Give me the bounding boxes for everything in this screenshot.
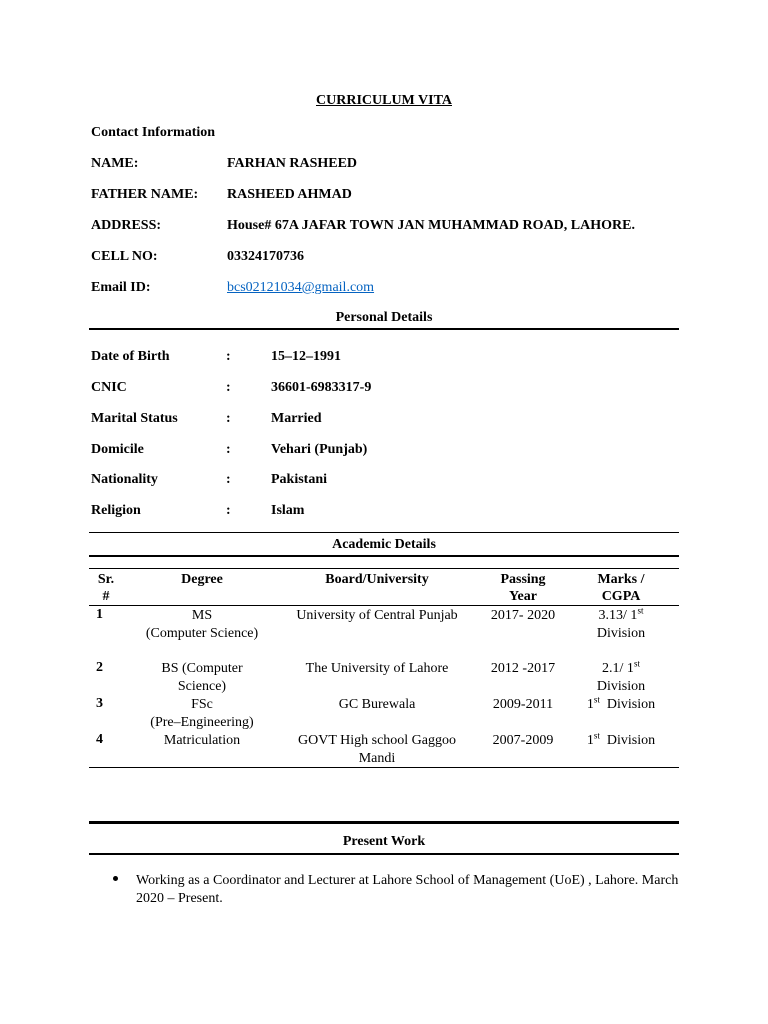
religion-value: Islam [271,503,305,518]
father-name-value: RASHEED AHMAD [227,187,352,202]
name-label: NAME: [91,156,139,171]
table-row-4-board: GOVT High school Gaggoo Mandi [297,733,456,766]
marital-status-value: Married [271,411,322,426]
table-row-2-marks: 2.1/ 1st Division [596,658,646,694]
cell-value: 03324170736 [227,249,304,264]
col-header-sr: Sr. # [97,572,115,604]
father-name-label: FATHER NAME: [91,187,199,202]
personal-divider [89,328,679,330]
table-row-4-marks: 1st Division [586,730,656,748]
col-header-marks: Marks / CGPA [597,572,645,604]
cnic-colon: : [226,380,231,395]
table-row-1-degree: MS (Computer Science) [145,608,259,641]
nationality-value: Pakistani [271,472,328,487]
religion-colon: : [226,503,231,518]
personal-details-heading: Personal Details [335,310,433,325]
address-label: ADDRESS: [91,218,162,233]
table-row-1-year: 2017- 2020 [490,608,556,623]
marital-status-label: Marital Status [91,411,178,426]
table-row-2-sr: 2 [96,660,103,675]
cnic-value: 36601-6983317-9 [271,380,372,395]
table-row-1-marks: 3.13/ 1st Division [596,605,646,641]
table-row-3-marks: 1st Division [586,694,656,712]
religion-label: Religion [91,503,141,518]
table-row-4-year: 2007-2009 [492,733,554,748]
col-header-board: Board/University [325,572,429,587]
col-header-degree: Degree [181,572,223,587]
table-row-3-sr: 3 [96,696,103,711]
email-link[interactable]: bcs02121034@gmail.com [227,280,375,295]
cnic-label: CNIC [91,380,127,395]
table-top-rule [89,568,679,569]
table-row-3-year: 2009-2011 [492,697,554,712]
academic-top-divider [89,532,679,533]
present-work-heading: Present Work [342,834,426,849]
dob-colon: : [226,349,231,364]
cell-label: CELL NO: [91,249,158,264]
academic-bottom-divider [89,555,679,557]
dob-label: Date of Birth [91,349,170,364]
table-row-3-board: GC Burewala [338,697,416,712]
table-row-2-year: 2012 -2017 [490,661,556,676]
table-row-4-degree: Matriculation [163,733,241,748]
domicile-label: Domicile [91,442,144,457]
academic-details-heading: Academic Details [332,537,436,552]
name-value: FARHAN RASHEED [227,156,358,171]
table-row-4-sr: 4 [96,732,103,747]
work-top-divider [89,821,679,824]
email-label: Email ID: [91,280,151,295]
work-item: Working as a Coordinator and Lecturer at Lahore School of Management (UoE) , Lahore. March 2020 – Present. [136,873,679,906]
dob-value: 15–12–1991 [271,349,341,364]
domicile-value: Vehari (Punjab) [271,442,368,457]
address-value: House# 67A JAFAR TOWN JAN MUHAMMAD ROAD, LAHORE. [227,218,635,233]
bullet-icon [113,876,118,881]
table-row-1-board: University of Central Punjab [296,608,458,623]
table-row-3-degree: FSc (Pre–Engineering) [150,697,254,730]
nationality-colon: : [226,472,231,487]
table-header-rule [89,605,679,606]
col-header-year: Passing Year [500,572,546,604]
marital-status-colon: : [226,411,231,426]
contact-heading: Contact Information [91,125,216,140]
table-row-1-sr: 1 [96,607,103,622]
table-row-2-degree: BS (Computer Science) [161,661,243,694]
work-bottom-divider [89,853,679,855]
table-row-2-board: The University of Lahore [305,661,449,676]
document-title: CURRICULUM VITA [316,93,452,108]
domicile-colon: : [226,442,231,457]
table-bottom-rule [89,767,679,768]
nationality-label: Nationality [91,472,158,487]
